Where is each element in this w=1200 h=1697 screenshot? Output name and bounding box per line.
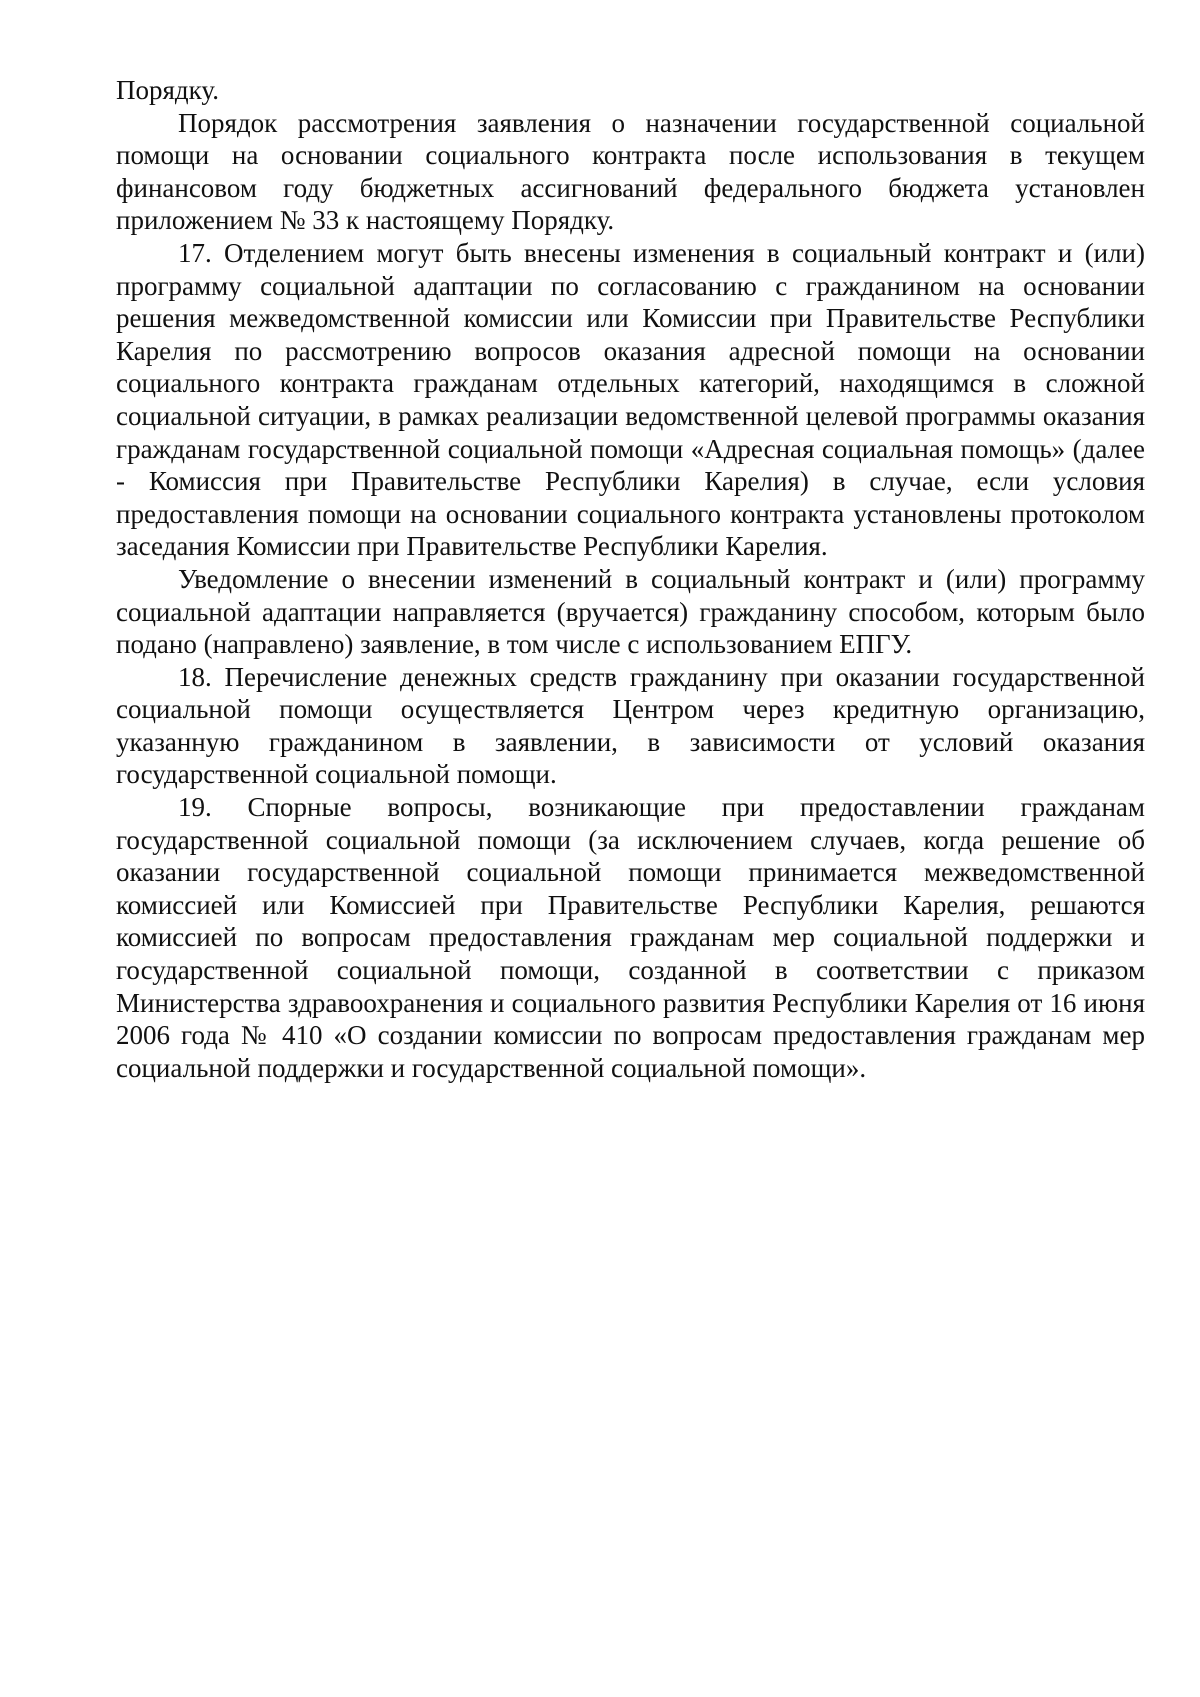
- paragraph-clause-18: 18. Перечисление денежных средств гражданину при оказании государственной социальной помощи осуществляется Центром через кредитную организацию, указанную гражданином в заявлении, в зависимости от условий оказания государственной социальной помощи.: [116, 661, 1145, 790]
- document-page: [116, 74, 1145, 1084]
- paragraph-notification: Уведомление о внесении изменений в социальный контракт и (или) программу социальной адаптации направляется (вручается) гражданину способом, которым было подано (направлено) заявление, в том числе с использованием ЕПГУ.: [116, 563, 1145, 660]
- paragraph-review-procedure: Порядок рассмотрения заявления о назначении государственной социальной помощи на основании социального контракта после использования в текущем финансовом году бюджетных ассигнований федерального бюджета установлен приложением № 33 к настоящему Порядку.: [116, 107, 1145, 236]
- paragraph-continuation: Порядку.: [116, 75, 219, 105]
- paragraph-clause-17: 17. Отделением могут быть внесены изменения в социальный контракт и (или) программу социальной адаптации по согласованию с гражданином на основании решения межведомственной комиссии или Комиссии при Правительстве Республики Карелия по рассмотрению вопросов оказания адресной помощи на основании социального контракта гражданам отдельных категорий, находящимся в сложной социальной ситуации, в рамках реализации ведомственной целевой программы оказания гражданам государственной социальной помощи «Адресная социальная помощь» (далее - Комиссия при Правительстве Республики Карелия) в случае, если условия предоставления помощи на основании социального контракта установлены протоколом заседания Комиссии при Правительстве Республики Карелия.: [116, 237, 1145, 562]
- paragraph-clause-19: 19. Спорные вопросы, возникающие при предоставлении гражданам государственной социальной помощи (за исключением случаев, когда решение об оказании государственной социальной помощи принимается межведомственной комиссией или Комиссией при Правительстве Республики Карелия, решаются комиссией по вопросам предоставления гражданам мер социальной поддержки и государственной социальной помощи, созданной в соответствии с приказом Министерства здравоохранения и социального развития Республики Карелия от 16 июня 2006 года № 410 «О создании комиссии по вопросам предоставления гражданам мер социальной поддержки и государственной социальной помощи».: [116, 792, 1145, 1083]
